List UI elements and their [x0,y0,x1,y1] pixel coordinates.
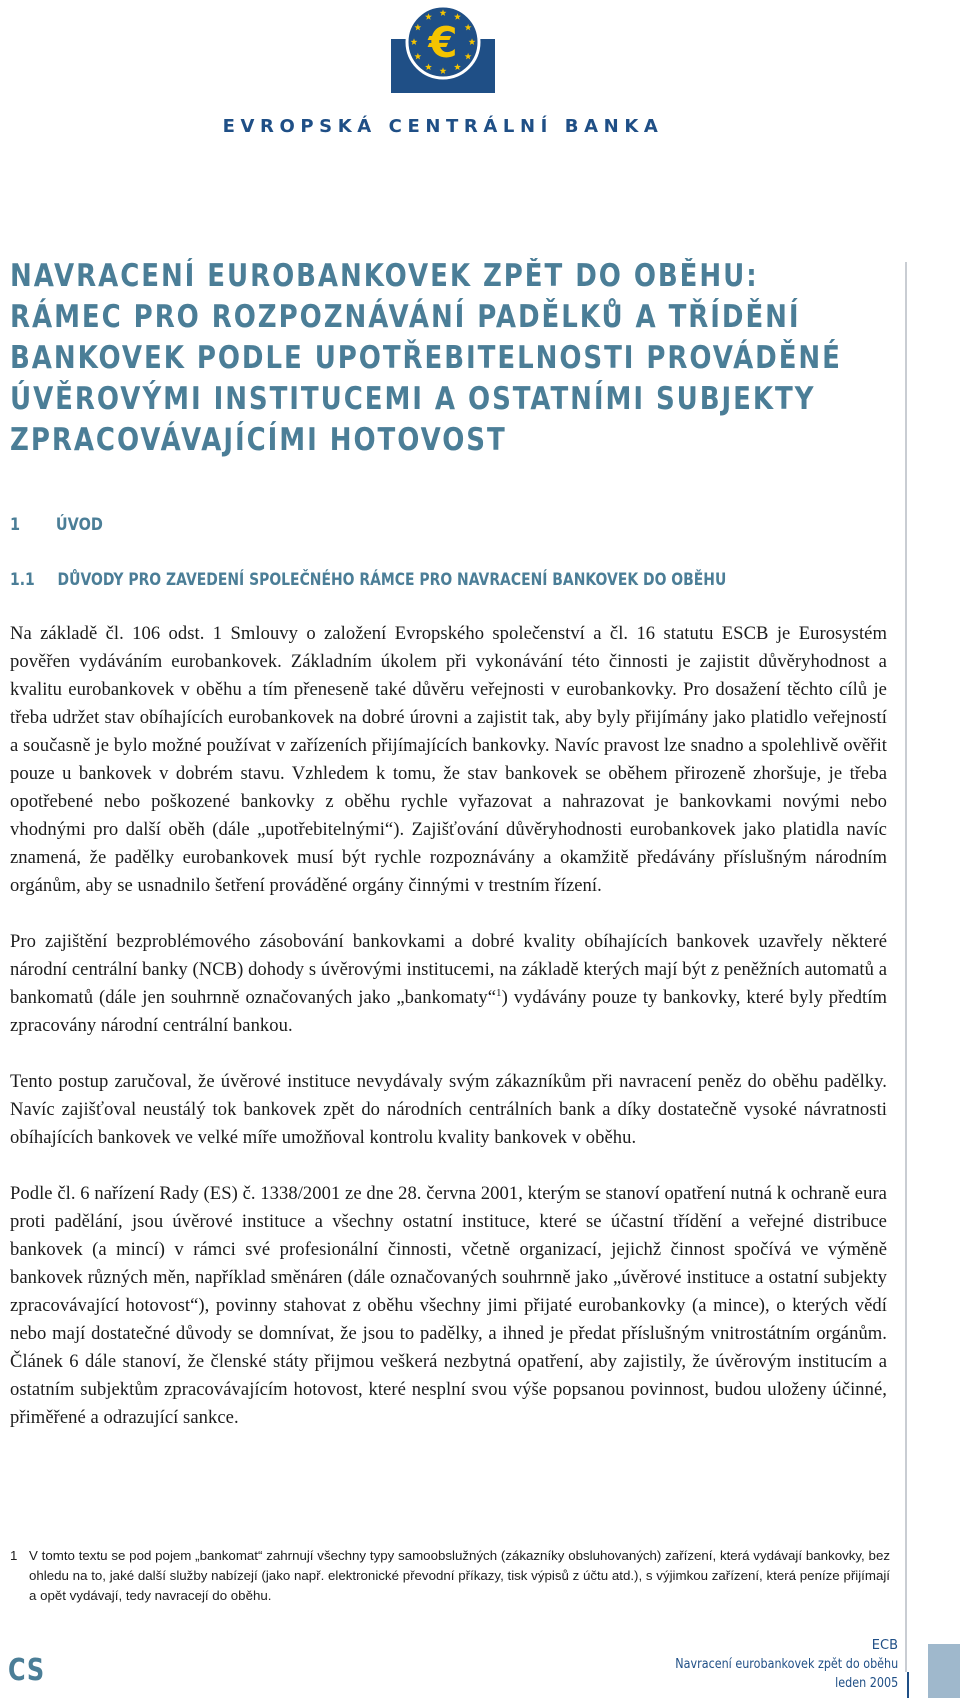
bank-name: EVROPSKÁ CENTRÁLNÍ BANKA [222,116,664,137]
paragraph: Na základě čl. 106 odst. 1 Smlouvy o založení Evropského společenství a čl. 16 statutu ESCB je Eurosystém pověřen vydáváním eurobankovek. Základním úkolem při vykonávání této činnosti je zajistit důvěryhodnost a kvalitu eurobankovek v oběhu a tím přeneseně také důvěru veřejnosti v eurobankovky. Pro dosažení těchto cílů je třeba udržet stav obíhajících eurobankovek na dobré úrovni a zajistit tak, aby byly přijímány jako platidlo veřejností a současně je bylo možné používat v zařízeních přijímajících bankovky. Navíc pravost lze snadno a spolehlivě ověřit pouze u bankovek v dobrém stavu. Vzhledem k tomu, že stav bankovek se oběhem přirozeně zhoršuje, je třeba opotřebené nebo poškozené bankovky z oběhu rychle vyřazovat a nahrazovat je bankovkami novými nebo vhodnými pro další oběh (dále „upotřebitelnými“). Zajišťování důvěryhodnosti eurobankovek jako platidla navíc znamená, že padělky eurobankovek musí být rychle rozpoznávány a okamžitě předávány příslušným národním orgánům, aby se usnadnilo šetření prováděné orgány činnými v trestním řízení. [10,623,887,896]
title-line: NAVRACENÍ EUROBANKOVEK ZPĚT DO OBĚHU: [10,258,759,294]
footnote [10,1546,890,1606]
subsection-title: DŮVODY PRO ZAVEDENÍ SPOLEČNÉHO RÁMCE PRO NAVRACENÍ BANKOVEK DO OBĚHU [57,570,727,590]
vertical-divider [905,262,907,1672]
ecb-logo [391,4,495,93]
page-title [10,256,842,461]
subsection-number: 1.1 [10,570,35,590]
footer-info [639,1636,898,1693]
euro-symbol: € [428,18,458,67]
title-line: ZPRACOVÁVAJÍCÍMI HOTOVOST [10,422,507,458]
footer-rule [907,1672,909,1698]
section-heading-1 [10,515,103,535]
body-text [10,620,887,1460]
footer-doc-title: Navracení eurobankovek zpět do oběhu [675,1657,898,1672]
footnote-reference: 1 [496,986,502,999]
title-line: RÁMEC PRO ROZPOZNÁVÁNÍ PADĚLKŮ A TŘÍDĚNÍ [10,299,801,335]
page-marker [928,1644,960,1698]
paragraph: Podle čl. 6 nařízení Rady (ES) č. 1338/2001 ze dne 28. června 2001, kterým se stanoví opatření nutná k ochraně eura proti padělání, jsou úvěrové instituce a všechny ostatní instituce, které se účastní třídění a veřejné distribuce bankovek (a mincí) v rámci své profesionální činnosti, včetně organizací, jejichž činnost spočívá ve výměně bankovek různých měn, například směnáren (dále označovaných souhrnně jako „úvěrové instituce a ostatní subjekty zpracovávající hotovost“), povinny stahovat z oběhu všechny jimi přijaté eurobankovky (a mince), o kterých vědí nebo mají dostatečné důvody se domnívat, že jsou to padělky, a ihned je předat příslušným vnitrostátním orgánům. Článek 6 dále stanoví, že členské státy přijmou veškerá nezbytná opatření, aby zajistily, že úvěrovým institucím a ostatním subjektům zpracovávajícím hotovost, které nesplní svou výše popsanou povinnost, budou uloženy účinné, přiměřené a odrazující sankce. [10,1183,887,1428]
subsection-heading-1-1 [10,570,726,590]
section-title: ÚVOD [55,515,103,535]
title-line: BANKOVEK PODLE UPOTŘEBITELNOSTI PROVÁDĚNÉ [10,340,842,376]
section-number: 1 [10,515,21,535]
ecb-logo-icon [391,4,495,93]
paragraph: Tento postup zaručoval, že úvěrové instituce nevydávaly svým zákazníkům při navracení peněz do oběhu padělky. Navíc zajišťoval neustálý tok bankovek zpět do národních centrálních bank a díky dostatečně vysoké návratnosti obíhajících bankovek ve velké míře umožňoval kontrolu kvality bankovek v oběhu. [10,1071,887,1148]
title-line: ÚVĚROVÝMI INSTITUCEMI A OSTATNÍMI SUBJEKTY [10,381,816,417]
footer-org: ECB [871,1638,898,1653]
footer-date: leden 2005 [834,1676,898,1691]
footnote-text: V tomto textu se pod pojem „bankomat“ zahrnují všechny typy samoobslužných (zákazníky obsluhovaných) zařízení, která vydávají bankovky, bez ohledu na to, jaké další služby nabízejí (jako např. elektronické převodní příkazy, tisk výpisů z účtu atd.), s výjimkou zařízení, která peníze přijímají a opět vydávají, tedy navracejí do oběhu. [29,1548,890,1603]
paragraph: Pro zajištění bezproblémového zásobování bankovkami a dobré kvality obíhajících bankovek uzavřely některé národní centrální banky (NCB) dohody s úvěrovými institucemi, na základě kterých mají být z peněžních automatů a bankomatů (dále jen souhrnně označovaných jako „bankomaty“$^1$) vydávány pouze ty bankovky, které byly předtím zpracovány národní centrální bankou. [10,931,887,1036]
language-code: CS [8,1653,45,1688]
footnote-number: 1 [10,1548,18,1563]
